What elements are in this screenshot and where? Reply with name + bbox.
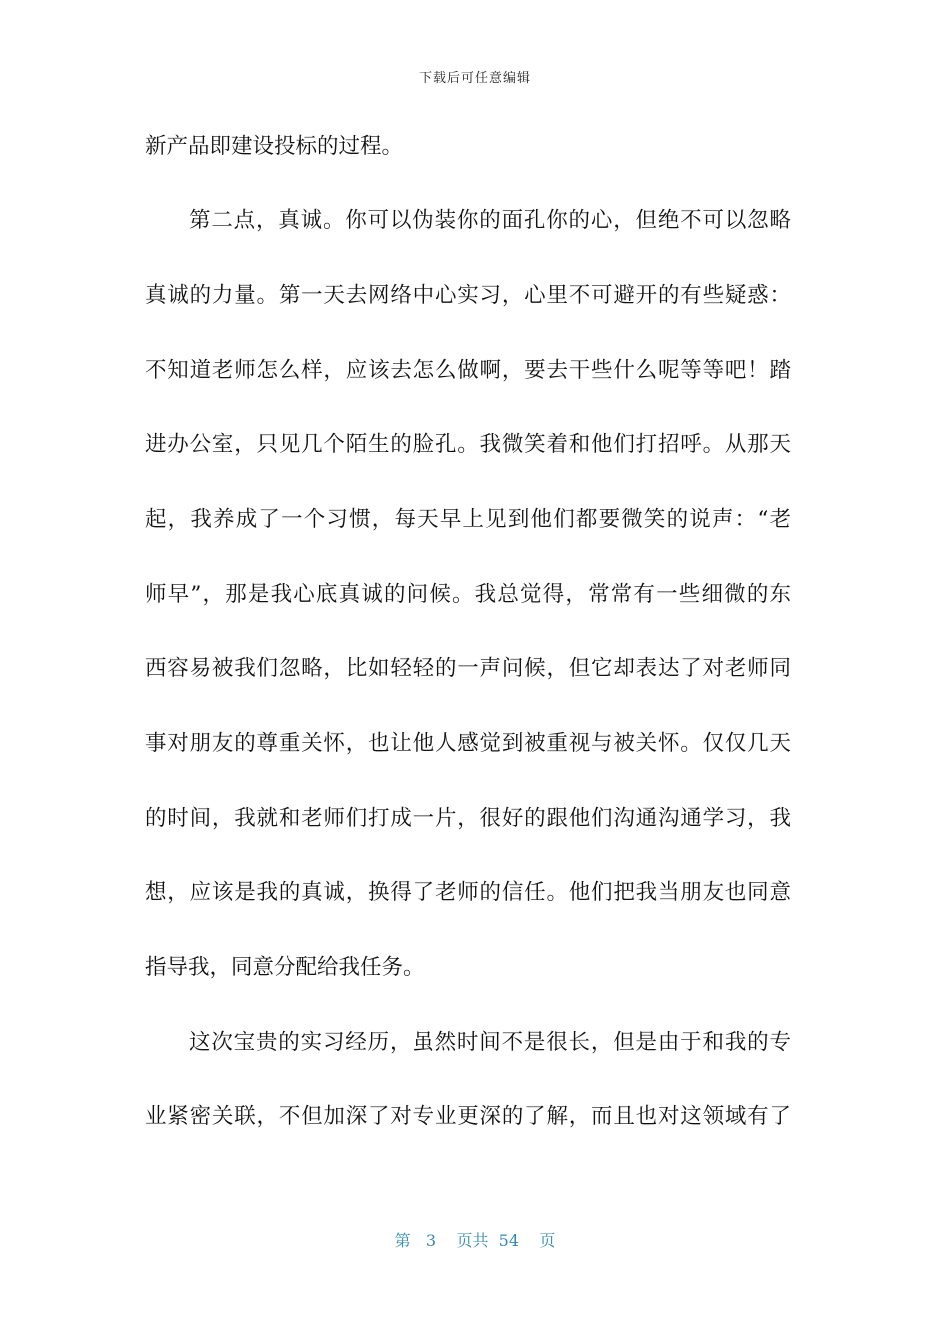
footer-page-middle: 页共 — [456, 1231, 489, 1250]
text-line: 西容易被我们忽略，比如轻轻的一声问候，但它却表达了对老师同 — [145, 656, 791, 681]
text-line: 想，应该是我的真诚，换得了老师的信任。他们把我当朋友也同意 — [145, 880, 791, 905]
text-line: 第二点，真诚。你可以伪装你的面孔你的心，但绝不可以忽略 — [189, 208, 791, 233]
text-line: 新产品即建设投标的过程。 — [145, 134, 404, 159]
footer-page-suffix: 页 — [539, 1231, 556, 1250]
text-line: 事对朋友的尊重关怀，也让他人感觉到被重视与被关怀。仅仅几天 — [145, 731, 791, 756]
footer-total-pages: 54 — [498, 1231, 519, 1250]
text-line: 指导我，同意分配给我任务。 — [145, 955, 425, 980]
page-footer — [0, 1228, 950, 1251]
text-line: 进办公室，只见几个陌生的脸孔。我微笑着和他们打招呼。从那天 — [145, 432, 791, 457]
text-line: 真诚的力量。第一天去网络中心实习，心里不可避开的有些疑惑： — [145, 283, 791, 308]
footer-page-number: 3 — [425, 1231, 437, 1250]
header-note: 下载后可任意编辑 — [418, 71, 531, 86]
text-line: 的时间，我就和老师们打成一片，很好的跟他们沟通沟通学习，我 — [145, 806, 791, 831]
text-line: 不知道老师怎么样，应该去怎么做啊，要去干些什么呢等等吧！踏 — [145, 358, 791, 383]
text-line: 业紧密关联，不但加深了对专业更深的了解，而且也对这领域有了 — [145, 1104, 791, 1129]
text-line: 师早”，那是我心底真诚的问候。我总觉得，常常有一些细微的东 — [145, 582, 791, 607]
footer-page-prefix: 第 — [394, 1231, 411, 1250]
text-line: 起，我养成了一个习惯，每天早上见到他们都要微笑的说声：“老 — [145, 507, 791, 532]
text-line: 这次宝贵的实习经历，虽然时间不是很长，但是由于和我的专 — [189, 1030, 791, 1055]
